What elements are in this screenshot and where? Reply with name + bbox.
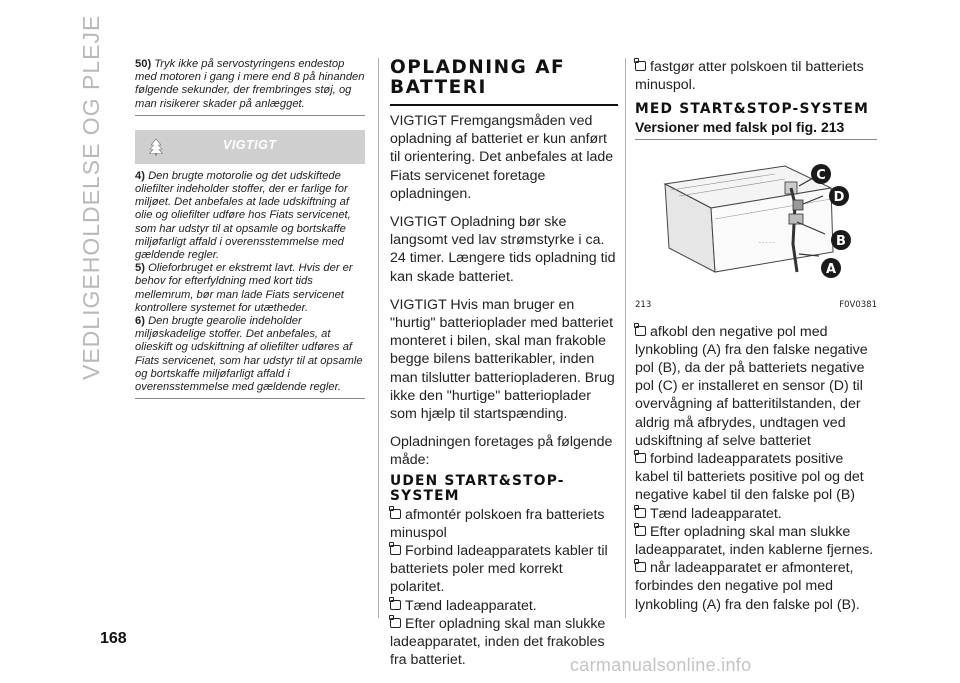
warning-item: 5) Olieforbruget er ekstremt lavt. Hvis der er behov for efterfyldning med kort tids mellemrum, bør man lade Fiats servicenet kontrollere systemet for utætheder.	[135, 262, 353, 314]
heading-rule	[390, 104, 618, 106]
warning-title: VIGTIGT	[223, 137, 277, 152]
warning-body	[135, 170, 365, 399]
column-divider	[378, 58, 379, 618]
paragraph: Opladningen foretages på følgende måde:	[390, 434, 613, 469]
callout-label: A	[825, 262, 837, 278]
bullet-icon	[390, 509, 401, 519]
battery-label-text: - - - - -	[759, 240, 775, 247]
battery-figure	[635, 144, 877, 292]
bullet-icon	[635, 508, 646, 518]
list-item: Tænd ladeapparatet.	[390, 597, 618, 615]
section-heading: OPLADNING AF BATTERI	[390, 57, 566, 98]
environment-tree-icon	[147, 138, 165, 156]
callout-label: D	[833, 190, 845, 206]
note-50	[135, 58, 365, 116]
paragraph: VIGTIGT Hvis man bruger en "hurtig" batterioplader med batteriet monteret i bilen, skal man frakoble begge bilens batterikabler, inden man tilslutter batteriopladeren. Brug ikke den "hurtige" batterioplader som hjælp til startspænding.	[390, 296, 615, 423]
battery-charging-column	[390, 58, 618, 669]
figure-code: F0V0381	[839, 300, 877, 311]
list-item: Tænd ladeapparatet.	[635, 505, 877, 523]
bullet-icon	[635, 526, 646, 536]
subheading: UDEN START&STOP-SYSTEM	[390, 472, 565, 504]
list-item: afkobl den negative pol med lynkobling (A) fra den falske negative pol (B), da der på batteriets negative pol (C) er installeret en sensor (D) til overvågning af batteritilstanden, der aldrig må afbrydes, undtagen ved udskiftning af selve batteriet	[635, 323, 868, 449]
bullet-icon	[635, 61, 646, 71]
warning-item: 6) Den brugte gearolie indeholder miljøskadelige stoffer. Det anbefales, at olieskift og udskiftning af oliefilter udføres af Fiats servicenet, som har udstyr til at opsamle og bortskaffe miljøfarligt affald i overensstemmelse med gældende regler.	[135, 315, 363, 394]
start-stop-column	[635, 58, 877, 614]
bullet-icon	[635, 453, 646, 463]
bullet-icon	[390, 618, 401, 628]
note-number: 50)	[135, 58, 152, 70]
callout-label: B	[836, 234, 846, 250]
list-item: Efter opladning skal man slukke ladeapparatet, inden det frakobles fra batteriet.	[390, 615, 606, 669]
warning-header	[135, 130, 365, 164]
section-side-title: VEDLIGEHOLDELSE OG PLEJE	[78, 14, 104, 380]
paragraph: VIGTIGT Fremgangsmåden ved opladning af batteriet er kun anført til orientering. Det anbefales at lade Fiats servicenet foretage opladningen.	[390, 113, 614, 202]
list-item: når ladeapparatet er afmonteret, forbindes den negative pol med lynkobling (A) fra den falske pol (B).	[635, 560, 860, 613]
callout-label: C	[816, 168, 826, 184]
watermark: carmanualsonline.info	[570, 655, 752, 675]
column-divider	[625, 58, 626, 618]
version-heading: Versioner med falsk pol fig. 213	[635, 119, 845, 136]
page-number: 168	[100, 630, 127, 647]
list-item: Efter opladning skal man slukke ladeapparatet, inden kablerne fjernes.	[635, 523, 874, 559]
figure-caption	[635, 296, 877, 314]
list-item: forbind ladeapparatets positive kabel til batteriets positive pol og det negative kabel til den falske pol (B)	[635, 451, 864, 504]
bullet-icon	[635, 326, 646, 336]
bullet-icon	[390, 600, 401, 610]
list-item: Forbind ladeapparatets kabler til batteriets poler med korrekt polaritet.	[390, 543, 608, 596]
heading-rule	[635, 139, 877, 140]
paragraph: VIGTIGT Opladning bør ske langsomt ved lav strømstyrke i ca. 24 timer. Længere tids opladning tid kan skade batteriet.	[390, 214, 616, 285]
battery-illustration	[635, 144, 877, 292]
figure-number: 213	[635, 300, 652, 311]
notes-column	[135, 58, 365, 399]
bullet-icon	[390, 545, 401, 555]
note-text: Tryk ikke på servostyringens endestop med motoren i gang i mere end 8 på hinanden følgende sekunder, der frembringes støj, og man risikerer skader på anlægget.	[135, 58, 365, 110]
warning-item: 4) Den brugte motorolie og det udskiftede oliefilter indeholder stoffer, der er farlige for miljøet. Det anbefales at lade udskiftning af olie og oliefilter udføre hos Fiats servicenet, som har udstyr til at opsamle og bortskaffe miljøfarligt affald i overensstemmelse med gældende regler.	[135, 169, 351, 262]
list-item: afmontér polskoen fra batteriets minuspol	[390, 506, 605, 541]
list-item: fastgør atter polskoen til batteriets minuspol.	[635, 59, 864, 94]
subheading: MED START&STOP-SYSTEM	[635, 101, 870, 118]
bullet-icon	[635, 562, 646, 572]
